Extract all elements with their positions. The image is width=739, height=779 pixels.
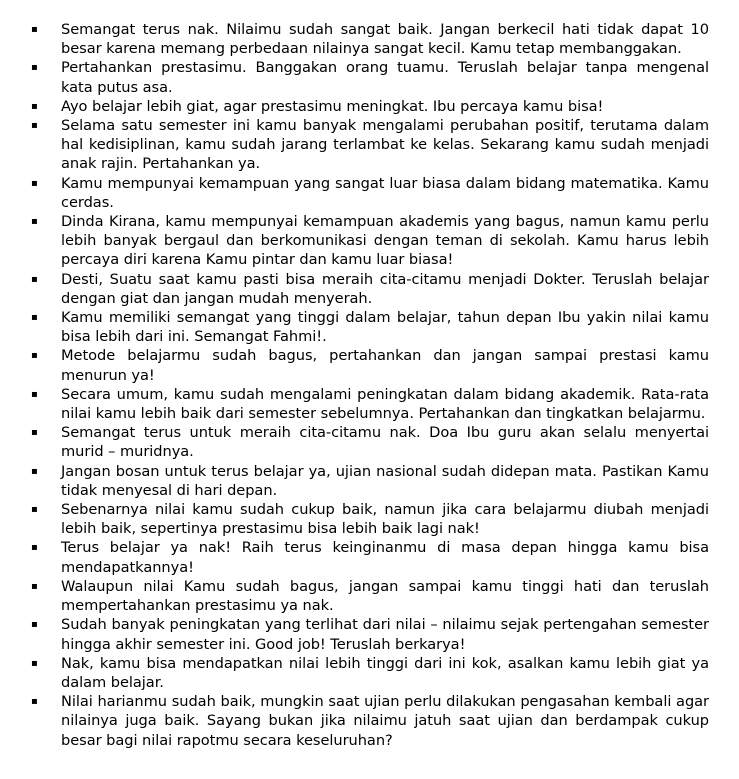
square-bullet-icon: ▪ bbox=[31, 350, 38, 362]
list-item-text: Semangat terus untuk meraih cita-citamu nak. Doa Ibu guru akan selalu menyertai murid – muridnya. bbox=[61, 424, 709, 461]
list-item bbox=[31, 20, 709, 58]
square-bullet-icon: ▪ bbox=[31, 580, 38, 592]
list-item-text: Sebenarnya nilai kamu sudah cukup baik, namun jika cara belajarmu diubah menjadi lebih baik, sepertinya prestasimu bisa lebih baik lagi nak! bbox=[61, 501, 709, 538]
list-item-text: Jangan bosan untuk terus belajar ya, ujian nasional sudah didepan mata. Pastikan Kamu tidak menyesal di hari depan. bbox=[61, 462, 709, 499]
list-item bbox=[31, 385, 709, 423]
list-item bbox=[31, 615, 709, 653]
square-bullet-icon: ▪ bbox=[31, 312, 38, 324]
list-item-text: Secara umum, kamu sudah mengalami peningkatan dalam bidang akademik. Rata-rata nilai kamu lebih baik dari semester sebelumnya. Pertahankan dan tingkatkan belajarmu. bbox=[61, 385, 709, 423]
square-bullet-icon: ▪ bbox=[31, 120, 38, 132]
list-item-text: Ayo belajar lebih giat, agar prestasimu meningkat. Ibu percaya kamu bisa! bbox=[61, 97, 604, 115]
list-item bbox=[31, 423, 709, 461]
list-item bbox=[31, 97, 709, 116]
list-item bbox=[31, 462, 709, 500]
list-item-text: Kamu mempunyai kemampuan yang sangat luar biasa dalam bidang matematika. Kamu cerdas. bbox=[61, 174, 709, 211]
list-item bbox=[31, 212, 709, 270]
list-item-text: Terus belajar ya nak! Raih terus keinginanmu di masa depan hingga kamu bisa mendapatkannya! bbox=[61, 539, 709, 576]
square-bullet-icon: ▪ bbox=[31, 696, 38, 708]
list-item-text: Nilai harianmu sudah baik, mungkin saat ujian perlu dilakukan pengasahan kembali agar nilainya juga baik. Sayang bukan jika nilaimu jatuh saat ujian dan berdampak cukup besar bagi nilai rapotmu secara keseluruhan? bbox=[61, 693, 709, 749]
list-item bbox=[31, 58, 709, 96]
square-bullet-icon: ▪ bbox=[31, 24, 38, 35]
list-item bbox=[31, 654, 709, 692]
square-bullet-icon: ▪ bbox=[31, 542, 38, 554]
list-item bbox=[31, 500, 709, 538]
list-item bbox=[31, 116, 709, 174]
list-item-text: Walaupun nilai Kamu sudah bagus, jangan sampai kamu tinggi hati dan teruslah mempertahankan prestasimu ya nak. bbox=[61, 577, 709, 615]
comment-list bbox=[31, 20, 709, 750]
list-item-text: Kamu memiliki semangat yang tinggi dalam belajar, tahun depan Ibu yakin nilai kamu bisa lebih dari ini. Semangat Fahmi!. bbox=[61, 309, 709, 346]
list-item bbox=[31, 577, 709, 615]
list-item-text: Nak, kamu bisa mendapatkan nilai lebih tinggi dari ini kok, asalkan kamu lebih giat ya dalam belajar. bbox=[61, 654, 709, 691]
square-bullet-icon: ▪ bbox=[31, 216, 38, 228]
square-bullet-icon: ▪ bbox=[31, 504, 38, 516]
list-item-text: Sudah banyak peningkatan yang terlihat dari nilai – nilaimu sejak pertengahan semester hingga akhir semester ini. Good job! Teruslah berkarya! bbox=[61, 616, 709, 653]
list-item-text: Semangat terus nak. Nilaimu sudah sangat baik. Jangan berkecil hati tidak dapat 10 besar karena memang perbedaan nilainya sangat kecil. Kamu tetap membanggakan. bbox=[61, 21, 709, 58]
square-bullet-icon: ▪ bbox=[31, 100, 38, 112]
square-bullet-icon: ▪ bbox=[31, 273, 38, 285]
list-item bbox=[31, 270, 709, 308]
list-item-text: Dinda Kirana, kamu mempunyai kemampuan akademis yang bagus, namun kamu perlu lebih banyak bergaul dan berkomunikasi dengan teman di sekolah. Kamu harus lebih percaya diri karena Kamu pintar dan kamu luar biasa! bbox=[61, 213, 709, 269]
square-bullet-icon: ▪ bbox=[31, 388, 38, 400]
list-item bbox=[31, 346, 709, 384]
list-item bbox=[31, 308, 709, 346]
square-bullet-icon: ▪ bbox=[31, 62, 38, 74]
list-item-text: Selama satu semester ini kamu banyak mengalami perubahan positif, terutama dalam hal kedisiplinan, kamu sudah jarang terlambat ke kelas. Sekarang kamu sudah menjadi anak rajin. Pertahankan ya. bbox=[61, 117, 709, 173]
list-item bbox=[31, 538, 709, 576]
list-item-text: Metode belajarmu sudah bagus, pertahankan dan jangan sampai prestasi kamu menurun ya! bbox=[61, 347, 709, 384]
list-item bbox=[31, 692, 709, 750]
square-bullet-icon: ▪ bbox=[31, 619, 38, 631]
list-item-text: Pertahankan prestasimu. Banggakan orang tuamu. Teruslah belajar tanpa mengenal kata putus asa. bbox=[61, 59, 709, 96]
square-bullet-icon: ▪ bbox=[31, 657, 38, 669]
square-bullet-icon: ▪ bbox=[31, 465, 38, 477]
square-bullet-icon: ▪ bbox=[31, 177, 38, 189]
list-item bbox=[31, 174, 709, 212]
square-bullet-icon: ▪ bbox=[31, 427, 38, 439]
list-item-text: Desti, Suatu saat kamu pasti bisa meraih cita-citamu menjadi Dokter. Teruslah belajar dengan giat dan jangan mudah menyerah. bbox=[61, 270, 709, 307]
